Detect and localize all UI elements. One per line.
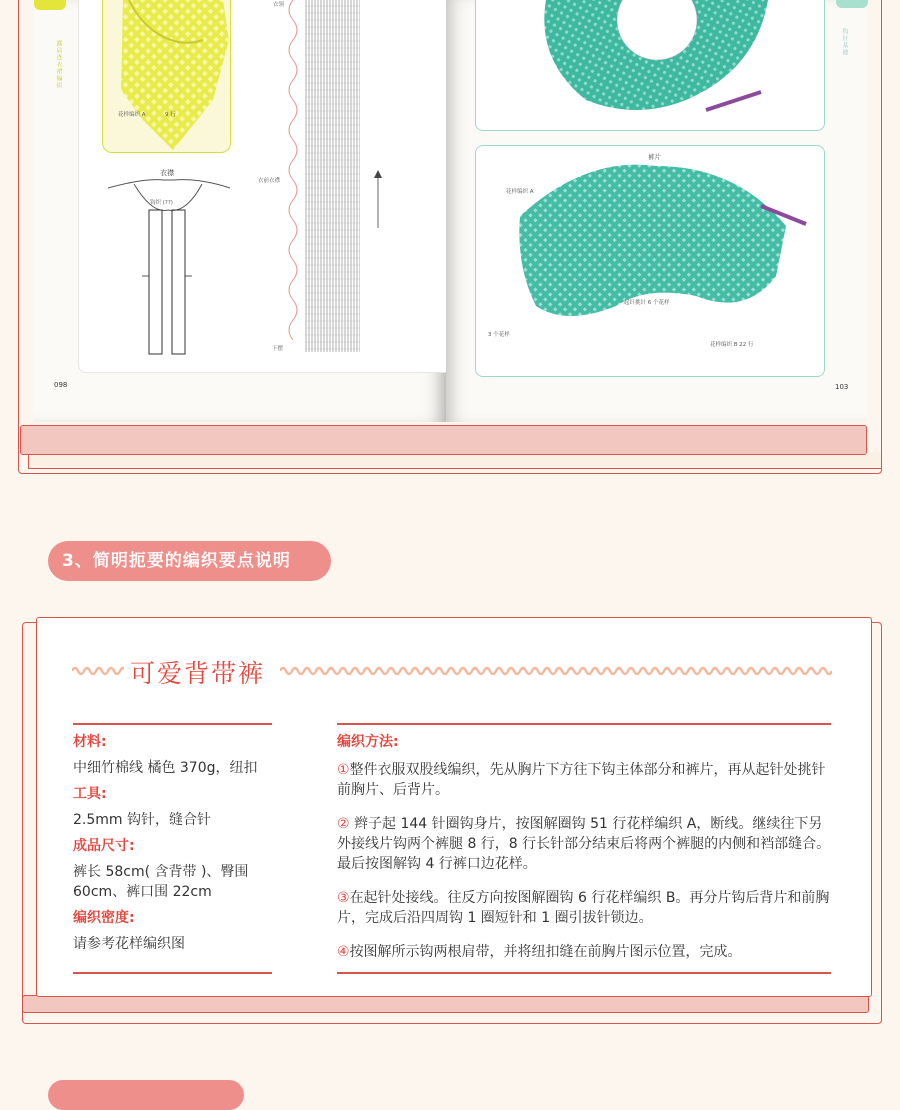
right-label-b: 起针挑针 6 个花样 <box>624 300 670 306</box>
tools-label: 工具: <box>73 786 107 802</box>
right-page-number: 103 <box>835 383 849 391</box>
right-column-bottom-rule <box>337 972 831 974</box>
chart-label-mid: 衣前衣襟 <box>258 178 281 184</box>
book-shelf <box>20 425 867 455</box>
density-text: 请参考花样编织图 <box>73 936 185 952</box>
left-page-tab <box>34 0 66 10</box>
wave-decoration-right <box>280 664 832 678</box>
method-step-4 <box>337 942 831 962</box>
tools-text: 2.5mm 钩针，缝合针 <box>73 812 211 828</box>
right-page-tab <box>836 0 868 8</box>
photo-label-b: 9 行 <box>165 112 176 118</box>
step-number: ③ <box>337 890 350 906</box>
method-step-1 <box>337 760 831 800</box>
right-box-title: 裤片 <box>648 153 661 161</box>
right-label-a: 花样编织 A <box>506 189 534 195</box>
section-heading-pill: 3、简明扼要的编织要点说明 <box>48 541 331 581</box>
method-column <box>337 732 831 962</box>
card-shelf <box>22 995 869 1013</box>
garment-label-a: 钩织 (??) <box>150 200 173 206</box>
step-text: 在起针处接线。往反方向按图解圈钩 6 行花样编织 B。再分片钩后背片和前胸片，完成后沿四周钩 1 圈短针和 1 圈引拔针锁边。 <box>337 890 830 926</box>
card-title: 可爱背带裤 <box>130 659 266 688</box>
step-number: ④ <box>337 944 350 960</box>
wave-decoration-left <box>72 664 124 678</box>
materials-text: 中细竹棉线 橘色 370g，纽扣 <box>73 760 258 776</box>
left-page-number: 098 <box>54 381 68 389</box>
left-column-bottom-rule <box>73 972 272 974</box>
teal-photo-bottom <box>475 145 825 377</box>
teal-photo-top <box>475 0 825 131</box>
right-side-text: 钩针基础 <box>841 28 848 56</box>
card-title-row <box>72 652 832 688</box>
chart-curve-marks <box>283 0 305 352</box>
step-text: 按图解所示钩两根肩带，并将纽扣缝在前胸片图示位置，完成。 <box>349 944 742 960</box>
photo-label-a: 花样编织 A <box>118 112 146 118</box>
specs-column <box>73 732 273 954</box>
chart-label-top: 衣领 <box>273 2 285 8</box>
materials-label: 材料: <box>73 734 107 750</box>
size-label: 成品尺寸: <box>73 838 135 854</box>
chart-label-bottom: 下摆 <box>272 346 284 352</box>
step-number: ② <box>337 816 350 832</box>
chart-arrow <box>374 170 382 230</box>
method-label: 编织方法: <box>337 734 399 750</box>
yellow-garment-photo <box>102 0 231 153</box>
right-column-top-rule <box>337 723 831 725</box>
crochet-chart <box>305 0 360 352</box>
next-section-pill <box>48 1080 244 1110</box>
left-column-top-rule <box>73 723 272 725</box>
step-number: ① <box>337 762 350 778</box>
density-label: 编织密度: <box>73 910 135 926</box>
method-step-2 <box>337 814 831 874</box>
right-label-d: 花样编织 B 22 行 <box>710 342 754 348</box>
step-text: 整件衣服双股线编织，先从胸片下方往下钩主体部分和裤片，再从起针处挑针前胸片、后背片。 <box>337 762 826 798</box>
size-text: 裤长 58cm( 含背带 )、臀围 60cm、裤口围 22cm <box>73 864 249 900</box>
method-step-3 <box>337 888 831 928</box>
right-label-c: 3 个花样 <box>488 332 510 338</box>
diagram-title: 衣襟 <box>160 169 174 177</box>
left-side-text: 露肩连衣裙编织 <box>55 40 62 89</box>
step-text: 辫子起 144 针圈钩身片，按图解圈钩 51 行花样编织 A，断线。继续往下另外接线片钩两个裤腿 8 行，8 行长针部分结束后将两个裤腿的内侧和裆部缝合。最后按图解钩 4 行裤口边花样。 <box>337 816 831 872</box>
